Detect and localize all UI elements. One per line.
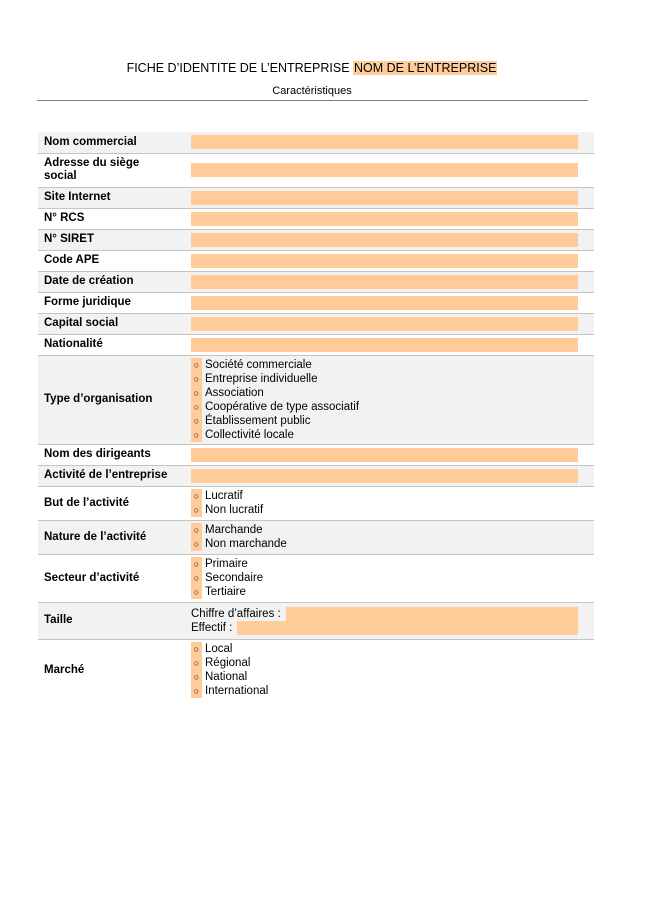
options-type-organisation	[186, 355, 594, 444]
option-label: Non lucratif	[205, 504, 264, 516]
option-label: Collectivité locale	[205, 428, 294, 441]
option-entreprise-individuelle[interactable]	[191, 372, 578, 386]
input-chiffre-affaires[interactable]	[286, 607, 578, 621]
label-adresse-line2: social	[44, 170, 77, 182]
effectif-label: Effectif :	[191, 621, 233, 634]
label-marche: Marché	[44, 663, 85, 676]
options-nature	[186, 520, 594, 554]
input-nom-commercial[interactable]	[191, 135, 578, 149]
input-date-creation[interactable]	[191, 275, 578, 289]
option-label: Régional	[205, 657, 251, 670]
row-nationalite	[38, 334, 594, 355]
row-secteur	[38, 554, 594, 602]
label-nom-commercial: Nom commercial	[44, 135, 137, 148]
option-label: Primaire	[205, 558, 248, 570]
input-site-internet[interactable]	[191, 191, 578, 205]
label-nationalite: Nationalité	[44, 338, 103, 350]
label-adresse-line1: Adresse du siège	[44, 157, 140, 169]
row-forme-juridique	[38, 292, 594, 313]
input-rcs[interactable]	[191, 212, 578, 226]
row-dirigeants	[38, 444, 594, 465]
row-but	[38, 486, 594, 520]
options-marche	[186, 639, 594, 701]
row-adresse	[38, 153, 594, 187]
input-dirigeants[interactable]	[191, 448, 578, 462]
row-rcs	[38, 208, 594, 229]
label-adresse	[38, 153, 186, 187]
radio-circle-icon: ○	[191, 489, 202, 503]
radio-circle-icon: ○	[191, 523, 202, 537]
radio-circle-icon: ○	[191, 358, 202, 372]
input-nationalite[interactable]	[191, 338, 578, 352]
option-label: Local	[205, 643, 233, 656]
label-date-creation: Date de création	[44, 275, 134, 287]
label-but: But de l’activité	[44, 496, 129, 509]
option-label: Non marchande	[205, 538, 287, 550]
label-site-internet: Site Internet	[44, 191, 111, 203]
input-adresse[interactable]	[191, 163, 578, 177]
label-forme-juridique: Forme juridique	[44, 296, 131, 308]
row-ape	[38, 250, 594, 271]
identity-form-table	[38, 132, 594, 701]
row-type-organisation	[38, 355, 594, 444]
option-label: Établissement public	[205, 414, 311, 427]
page-subtitle: Caractéristiques	[272, 85, 352, 97]
options-but	[186, 486, 594, 520]
chiffre-affaires-field	[191, 607, 578, 621]
options-secteur	[186, 554, 594, 602]
row-activite	[38, 465, 594, 486]
input-forme-juridique[interactable]	[191, 296, 578, 310]
radio-circle-icon: ○	[191, 684, 202, 698]
taille-fields	[186, 602, 594, 639]
effectif-field	[191, 621, 578, 635]
option-regional[interactable]	[191, 656, 578, 670]
radio-circle-icon: ○	[191, 386, 202, 400]
option-label: Tertiaire	[205, 586, 246, 598]
row-nom-commercial	[38, 132, 594, 153]
option-primaire[interactable]	[191, 557, 578, 571]
option-association[interactable]	[191, 386, 578, 400]
row-taille	[38, 602, 594, 639]
row-site-internet	[38, 187, 594, 208]
option-non-lucratif[interactable]	[191, 503, 578, 517]
option-label: Association	[205, 386, 264, 399]
row-siret	[38, 229, 594, 250]
label-activite: Activité de l’entreprise	[44, 469, 168, 481]
label-ape: Code APE	[44, 254, 100, 266]
input-ape[interactable]	[191, 254, 578, 268]
radio-circle-icon: ○	[191, 557, 202, 571]
option-label: Entreprise individuelle	[205, 372, 318, 385]
label-secteur: Secteur d’activité	[44, 571, 140, 584]
radio-circle-icon: ○	[191, 642, 202, 656]
page-title	[0, 60, 624, 77]
option-etablissement-public[interactable]	[191, 414, 578, 428]
input-siret[interactable]	[191, 233, 578, 247]
option-label: Marchande	[205, 524, 263, 536]
input-capital-social[interactable]	[191, 317, 578, 331]
row-date-creation	[38, 271, 594, 292]
option-cooperative[interactable]	[191, 400, 578, 414]
radio-circle-icon: ○	[191, 372, 202, 386]
option-label: Société commerciale	[205, 358, 312, 371]
row-nature	[38, 520, 594, 554]
option-local[interactable]	[191, 642, 578, 656]
option-label: International	[205, 685, 269, 698]
option-marchande[interactable]	[191, 523, 578, 537]
header-divider	[37, 100, 588, 101]
radio-circle-icon: ○	[191, 537, 202, 551]
option-secondaire[interactable]	[191, 571, 578, 585]
label-capital-social: Capital social	[44, 317, 119, 329]
input-effectif[interactable]	[237, 621, 578, 635]
option-collectivite-locale[interactable]	[191, 428, 578, 442]
radio-circle-icon: ○	[191, 571, 202, 585]
radio-circle-icon: ○	[191, 400, 202, 414]
label-dirigeants: Nom des dirigeants	[44, 448, 151, 460]
chiffre-affaires-label: Chiffre d’affaires :	[191, 607, 281, 620]
option-tertiaire[interactable]	[191, 585, 578, 599]
radio-circle-icon: ○	[191, 428, 202, 442]
label-siret: N° SIRET	[44, 233, 94, 245]
company-name-placeholder[interactable]: NOM DE L’ENTREPRISE	[354, 61, 497, 75]
title-text: FICHE D’IDENTITE DE L’ENTREPRISE	[126, 61, 350, 75]
label-type-organisation: Type d’organisation	[44, 393, 153, 405]
row-capital-social	[38, 313, 594, 334]
option-label: National	[205, 671, 248, 684]
option-national[interactable]	[191, 670, 578, 684]
label-rcs: N° RCS	[44, 212, 85, 224]
label-nature: Nature de l’activité	[44, 530, 147, 543]
option-non-marchande[interactable]	[191, 537, 578, 551]
radio-circle-icon: ○	[191, 503, 202, 517]
input-activite[interactable]	[191, 469, 578, 483]
option-label: Lucratif	[205, 490, 243, 502]
option-label: Coopérative de type associatif	[205, 400, 360, 413]
row-marche	[38, 639, 594, 701]
option-label: Secondaire	[205, 572, 264, 584]
label-taille: Taille	[44, 614, 73, 626]
option-international[interactable]	[191, 684, 578, 698]
radio-circle-icon: ○	[191, 656, 202, 670]
option-societe-commerciale[interactable]	[191, 358, 578, 372]
option-lucratif[interactable]	[191, 489, 578, 503]
radio-circle-icon: ○	[191, 585, 202, 599]
radio-circle-icon: ○	[191, 414, 202, 428]
radio-circle-icon: ○	[191, 670, 202, 684]
